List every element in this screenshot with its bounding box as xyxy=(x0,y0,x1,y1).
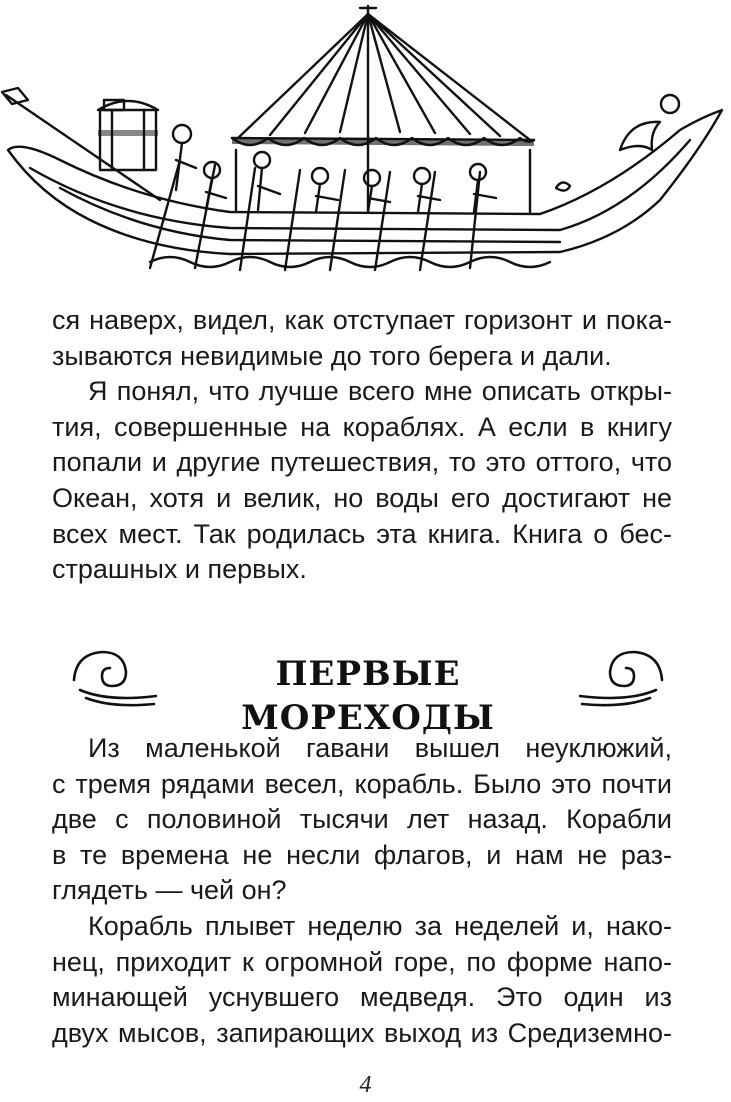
text-line: нец, приходит к огромной горе, по форме напо- xyxy=(52,946,672,977)
chapter-title: ПЕРВЫЕ МОРЕХОДЫ xyxy=(241,654,495,738)
chapter-heading xyxy=(68,640,668,738)
wave-ornament-left-icon xyxy=(68,640,160,710)
intro-text xyxy=(52,303,672,588)
text-line: страшных и первых. xyxy=(52,554,307,585)
text-line: ся наверх, видел, как отступает горизонт и пока- xyxy=(52,305,672,335)
chapter-text xyxy=(52,731,672,1051)
text-line: Океан, хотя и велик, но воды его достигают не xyxy=(52,482,672,513)
text-line: Корабль плывет неделю за неделей и, нако- xyxy=(88,910,672,941)
page-number: 4 xyxy=(359,1072,372,1098)
text-line: минающей уснувшего медведя. Это один из xyxy=(52,982,672,1013)
text-line: двух мысов, запирающих выход из Средиземно- xyxy=(52,1017,672,1048)
text-line: всех мест. Так родилась эта книга. Книга о бес- xyxy=(52,518,672,549)
text-line: глядеть — чей он? xyxy=(52,875,287,906)
wave-ornament-right-icon xyxy=(576,640,668,710)
ship-illustration xyxy=(0,0,731,285)
text-line: две с половиной тысячи лет назад. Корабли xyxy=(52,804,672,835)
text-line: с тремя рядами весел, корабль. Было это почти xyxy=(52,768,672,799)
text-line: в те времена не несли флагов, и нам не раз- xyxy=(52,839,672,870)
text-line: зываются невидимые до того берега и дали. xyxy=(52,340,612,371)
text-line: тия, совершенные на кораблях. А если в книгу xyxy=(52,411,672,442)
text-line: Из маленькой гавани вышел неуклюжий, xyxy=(88,733,672,763)
text-line: попали и другие путешествия, то это оттого, что xyxy=(52,447,672,478)
text-line: Я понял, что лучше всего мне описать откры- xyxy=(88,376,672,407)
